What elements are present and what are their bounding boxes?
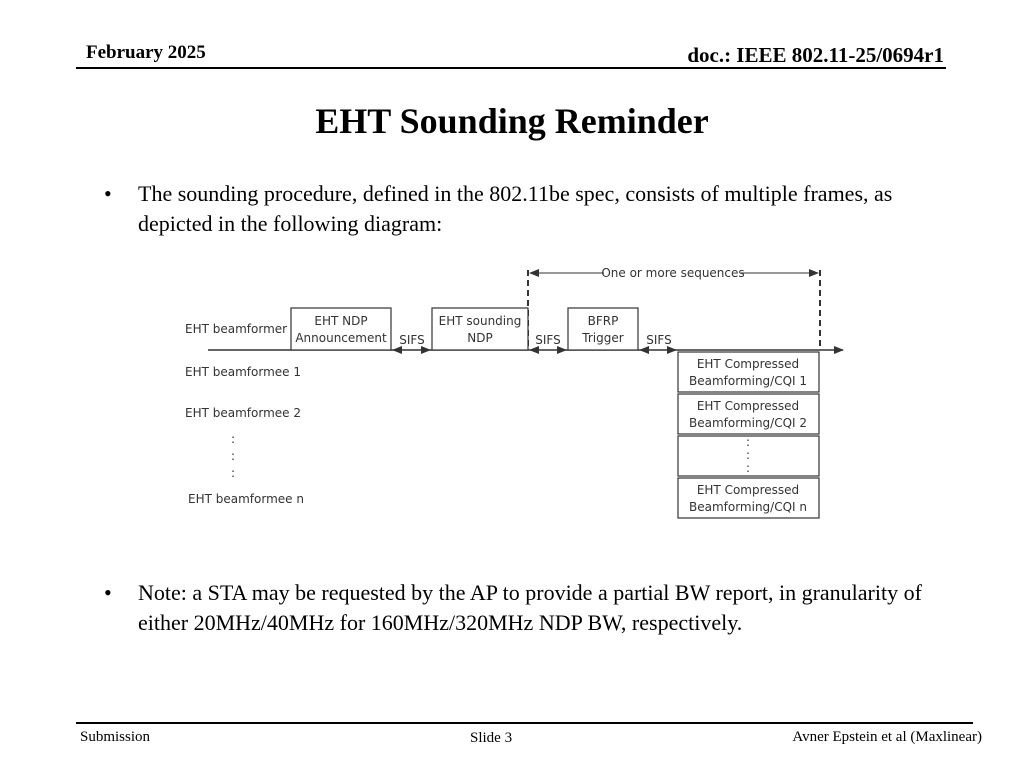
report-dots-1: : — [745, 435, 751, 449]
report-2-line2: Beamforming/CQI 2 — [688, 416, 808, 430]
label-beamformer: EHT beamformer — [185, 322, 288, 336]
header-doc-id: doc.: IEEE 802.11-25/0694r1 — [687, 43, 944, 67]
report-1-line1: EHT Compressed — [696, 357, 800, 371]
report-n-line2: Beamforming/CQI n — [688, 500, 808, 514]
report-2-line1: EHT Compressed — [696, 399, 800, 413]
frame-ndpa-line1: EHT NDP — [314, 314, 368, 328]
frame-bfrp-line1: BFRP — [587, 314, 619, 328]
sifs-label-1: SIFS — [399, 333, 425, 347]
label-dots-3: : — [230, 466, 236, 480]
label-beamformee-2: EHT beamformee 2 — [185, 406, 301, 420]
report-1-line2: Beamforming/CQI 1 — [688, 374, 808, 388]
frame-ndp-line1: EHT sounding — [438, 314, 522, 328]
report-n-line1: EHT Compressed — [696, 483, 800, 497]
footer-slide-number: Slide 3 — [470, 730, 513, 746]
frame-ndp-line2: NDP — [467, 331, 493, 345]
bullet-text: The sounding procedure, defined in the 802.11be spec, consists of multiple frames, as depicted in the following diagram: — [138, 181, 893, 236]
label-dots-2: : — [230, 449, 236, 463]
bullet-glyph: • — [104, 580, 112, 605]
slide-title: EHT Sounding Reminder — [315, 101, 709, 141]
label-dots-1: : — [230, 432, 236, 446]
footer-submission: Submission — [80, 729, 151, 745]
bullet-partial-bw-note — [104, 578, 928, 638]
sifs-label-3: SIFS — [646, 333, 672, 347]
footer-rule — [76, 722, 973, 724]
report-dots-2: : — [745, 448, 751, 462]
label-beamformee-1: EHT beamformee 1 — [185, 365, 301, 379]
report-dots-3: : — [745, 461, 751, 475]
bullet-glyph: • — [104, 181, 112, 206]
frame-ndpa-line2: Announcement — [295, 331, 387, 345]
sifs-label-2: SIFS — [535, 333, 561, 347]
footer-authors: Avner Epstein et al (Maxlinear) — [792, 729, 982, 745]
bullet-text: Note: a STA may be requested by the AP to provide a partial BW report, in granularity of either 20MHz/40MHz for 160MHz/320MHz NDP BW, respectively. — [138, 580, 922, 635]
sequence-label: One or more sequences — [601, 266, 745, 280]
label-beamformee-n: EHT beamformee n — [188, 492, 304, 506]
frame-bfrp-line2: Trigger — [582, 331, 624, 345]
header-date: February 2025 — [86, 42, 206, 63]
